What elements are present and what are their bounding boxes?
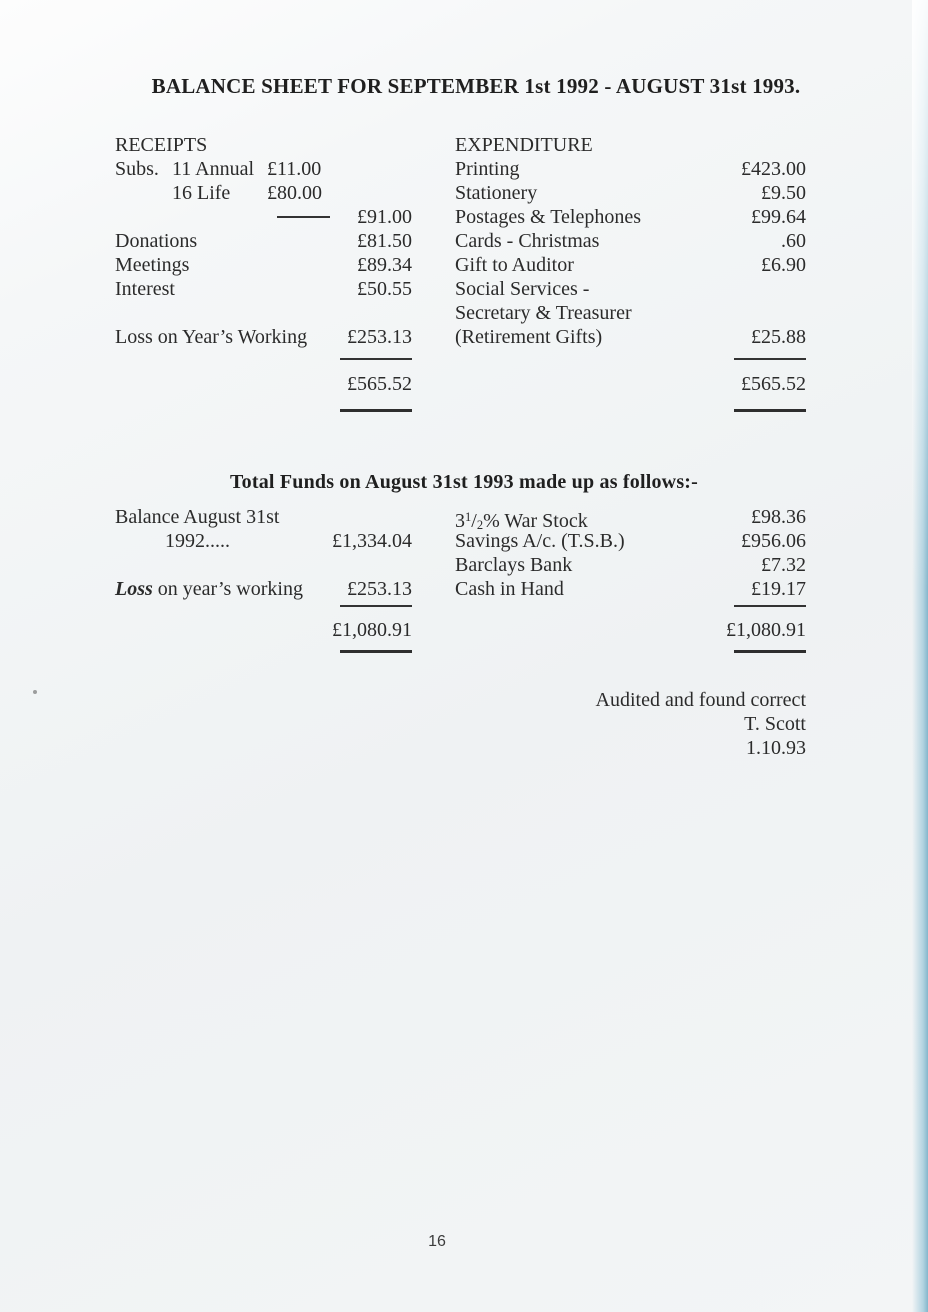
- total-row: [455, 372, 806, 396]
- table-row: [115, 529, 412, 553]
- total-rule: [340, 605, 412, 607]
- table-row: [115, 277, 412, 301]
- row-label: Loss on Year’s Working: [115, 326, 308, 348]
- column-total: £565.52: [347, 373, 412, 395]
- total-closing-rule: [340, 650, 412, 653]
- table-row: [455, 301, 806, 325]
- funds-section-title: Total Funds on August 31st 1993 made up as follows:-: [229, 471, 699, 493]
- row-label: Balance August 31st: [115, 506, 280, 528]
- receipts-header: RECEIPTS: [115, 134, 208, 156]
- row-amount: £1,334.04: [332, 530, 412, 552]
- row-label: 1992.....: [165, 530, 230, 552]
- loss-row: [115, 577, 412, 601]
- row-label: Stationery: [455, 182, 538, 204]
- row-label: Gift to Auditor: [455, 254, 574, 276]
- row-label: $3^1/_2\%$ War Stock: [455, 510, 588, 532]
- total-rule: [340, 358, 412, 360]
- funds-right-column: [455, 505, 806, 670]
- total-rule: [734, 605, 806, 607]
- expenditure-header: EXPENDITURE: [455, 134, 593, 156]
- row-amount: £99.64: [751, 206, 806, 228]
- row-amount: £98.36: [751, 506, 806, 528]
- row-amount: £19.17: [751, 578, 806, 600]
- column-total: £1,080.91: [332, 619, 412, 641]
- table-row: [455, 181, 806, 205]
- row-label: (Retirement Gifts): [455, 326, 603, 348]
- row-amount: £81.50: [357, 230, 412, 252]
- column-total: £565.52: [741, 373, 806, 395]
- row-label: Cash in Hand: [455, 578, 564, 600]
- table-row: [115, 157, 412, 181]
- auditor-name: T. Scott: [744, 713, 806, 735]
- row-label: Cards - Christmas: [455, 230, 600, 252]
- row-amount: £9.50: [761, 182, 806, 204]
- row-label: Meetings: [115, 254, 190, 276]
- loss-word: Loss: [115, 578, 153, 600]
- row-amount: £50.55: [357, 278, 412, 300]
- war-stock-row: [455, 505, 806, 532]
- row-amount: £25.88: [751, 326, 806, 348]
- total-row: [115, 372, 412, 396]
- table-row: [455, 277, 806, 301]
- row-amount: £7.32: [761, 554, 806, 576]
- subs-subtotal-row: [115, 205, 412, 229]
- subs-qty: 11 Annual: [172, 158, 255, 180]
- row-label: Social Services -: [455, 278, 590, 300]
- scan-speck: [33, 690, 37, 694]
- subs-label: Subs.: [115, 158, 159, 180]
- table-row: [455, 529, 806, 553]
- row-amount: £89.34: [357, 254, 412, 276]
- total-closing-rule: [734, 409, 806, 412]
- row-amount: .60: [781, 230, 806, 252]
- audit-date: 1.10.93: [746, 737, 806, 759]
- table-row: [455, 577, 806, 601]
- table-row: [455, 229, 806, 253]
- row-amount: £253.13: [347, 578, 412, 600]
- page-edge-shadow: [912, 0, 928, 1312]
- column-total: £1,080.91: [726, 619, 806, 641]
- subs-subtotal-amount: £91.00: [357, 206, 412, 228]
- row-label: Postages & Telephones: [455, 206, 641, 228]
- expenditure-column: [455, 133, 806, 423]
- row-label: on year’s working: [152, 578, 303, 600]
- table-row: [115, 253, 412, 277]
- row-label: Secretary & Treasurer: [455, 302, 632, 324]
- table-row: [115, 181, 412, 205]
- table-row: [455, 325, 806, 349]
- table-row: [455, 553, 806, 577]
- subs-amount: £11.00: [267, 158, 322, 180]
- row-label: Barclays Bank: [455, 554, 573, 576]
- table-row: [455, 157, 806, 181]
- receipts-column: [115, 133, 412, 423]
- row-amount: £6.90: [761, 254, 806, 276]
- row-label: Printing: [455, 158, 520, 180]
- row-label: Interest: [115, 278, 175, 300]
- audit-line: Audited and found correct: [595, 689, 806, 711]
- subs-amount: £80.00: [267, 182, 322, 204]
- row-label: Savings A/c. (T.S.B.): [455, 530, 625, 552]
- table-row: [455, 253, 806, 277]
- audit-note: [455, 688, 806, 760]
- subtotal-dash-rule: [277, 216, 330, 218]
- table-row: [115, 505, 412, 529]
- row-amount: £423.00: [741, 158, 806, 180]
- row-amount: £956.06: [741, 530, 806, 552]
- subs-qty: 16 Life: [172, 182, 231, 204]
- row-label: Donations: [115, 230, 198, 252]
- total-row: [455, 618, 806, 642]
- total-rule: [734, 358, 806, 360]
- table-row: [115, 229, 412, 253]
- total-closing-rule: [734, 650, 806, 653]
- page-title: BALANCE SHEET FOR SEPTEMBER 1st 1992 - AUGUST 31st 1993.: [151, 74, 801, 98]
- row-amount: £253.13: [347, 326, 412, 348]
- table-row: [455, 205, 806, 229]
- funds-left-column: [115, 505, 412, 670]
- total-row: [115, 618, 412, 642]
- page-number: 16: [428, 1233, 446, 1250]
- total-closing-rule: [340, 409, 412, 412]
- loss-row: [115, 325, 412, 349]
